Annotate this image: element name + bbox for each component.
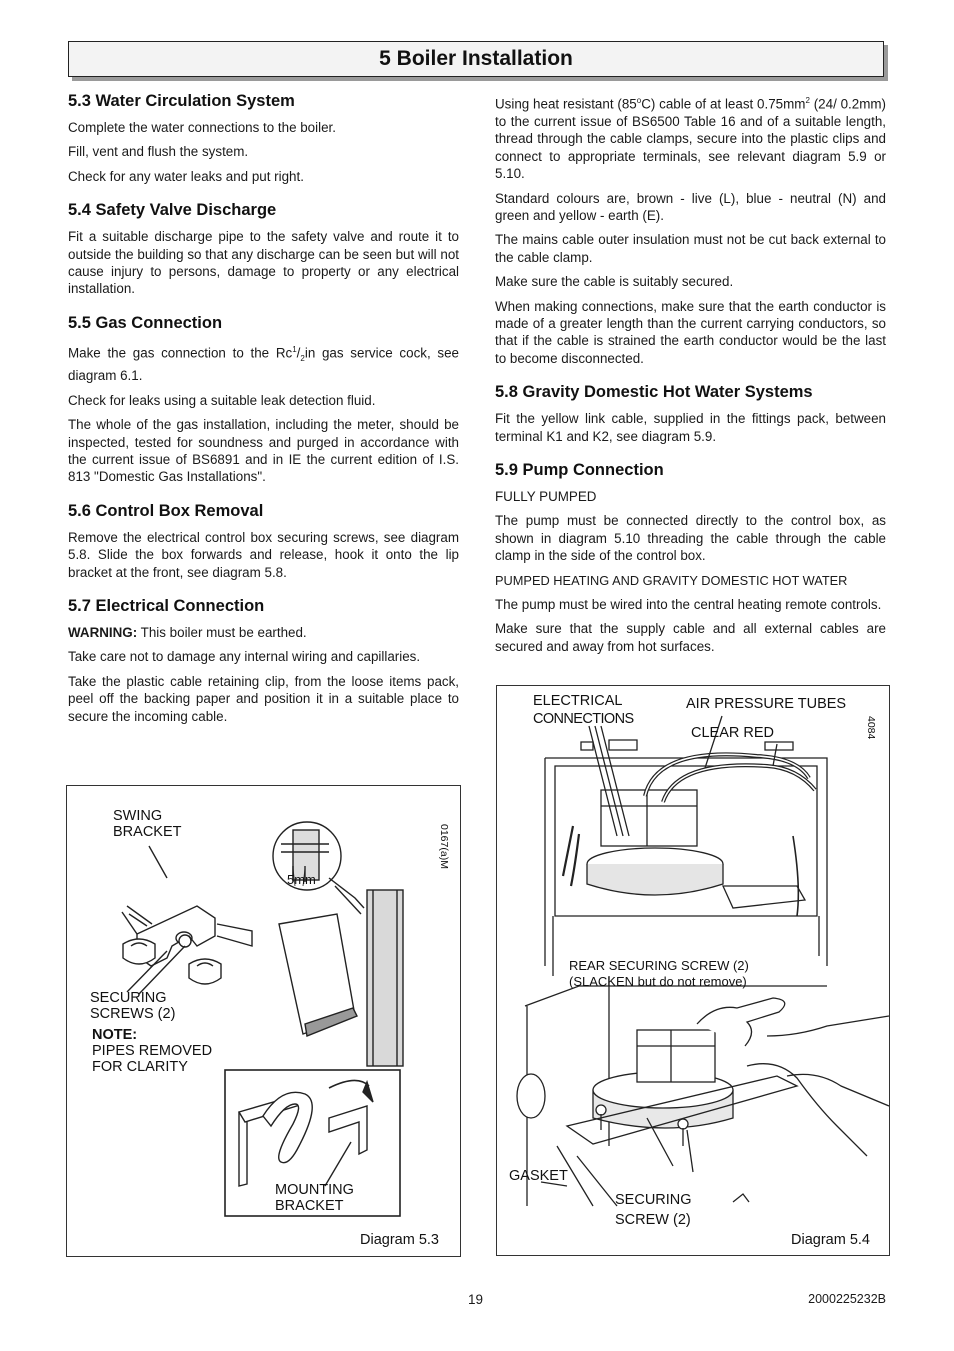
paragraph: Take care not to damage any internal wiring and capillaries.: [68, 649, 421, 665]
left-column: [68, 92, 459, 741]
paragraph: Fill, vent and flush the system.: [68, 144, 249, 160]
document-code: 2000225232B: [808, 1292, 886, 1306]
label-gasket: GASKET: [509, 1168, 568, 1184]
label-note: [92, 1027, 212, 1075]
paragraph: Standard colours are, brown - live (L), blue - neutral (N) and green and yellow - earth (E).: [495, 190, 886, 223]
label-line: PIPES REMOVED: [92, 1043, 213, 1059]
section-heading: 5.7 Electrical Connection: [68, 597, 265, 616]
label-line: SCREWS (2): [90, 1006, 176, 1022]
label-line: SECURING: [90, 990, 167, 1006]
right-column: [495, 92, 886, 671]
section-5-3: [68, 92, 459, 185]
paragraph: FULLY PUMPED: [495, 488, 597, 504]
degree-symbol: o: [636, 96, 642, 105]
page-title: 5 Boiler Installation: [379, 47, 573, 70]
page-number: 19: [468, 1292, 484, 1307]
section-heading: 5.3 Water Circulation System: [68, 92, 295, 110]
text-run: in gas service cock, see diagram 6.1.: [68, 345, 459, 384]
label-line: ELECTRICAL: [533, 693, 623, 709]
text-run: (24/ 0.2mm) to the current issue of BS6500 Table 16 and of a suitable length, thread through the cable clamps, secure into the plastic clips and connect to appropriate terminals, see relevant diagram 5.9 or 5.10.: [495, 96, 886, 182]
label-line: FOR CLARITY: [92, 1059, 188, 1075]
paragraph: Fit a suitable discharge pipe to the safety valve and route it to outside the building so that any discharge can be seen but will not cause injury to persons, damage to property or any electrical installation.: [68, 229, 459, 297]
label-line: BRACKET: [113, 824, 182, 840]
label-swing-bracket: [113, 808, 182, 840]
label-line: SWING: [113, 808, 163, 824]
label-mounting-bracket: [275, 1182, 354, 1214]
section-heading: 5.4 Safety Valve Discharge: [68, 201, 277, 220]
warning-text: This boiler must be earthed.: [137, 625, 307, 641]
paragraph: The pump must be connected directly to the control box, as shown in diagram 5.10 threading the cable through the cable clamp in the side of the control box.: [495, 513, 886, 564]
diagram-caption: Diagram 5.3: [360, 1232, 439, 1248]
paragraph: [495, 92, 886, 183]
label-dimension: 5mm: [287, 872, 316, 887]
label-air-pressure-tubes: AIR PRESSURE TUBES: [686, 696, 847, 712]
label-rear-securing-screw: [569, 958, 749, 990]
paragraph: Complete the water connections to the boiler.: [68, 120, 336, 135]
section-5-4: [68, 201, 459, 298]
text-run: C) cable of at least 0.75mm: [641, 96, 806, 112]
label-electrical-connections: [533, 692, 634, 728]
diagram-ref-number: 0167(a)M: [438, 824, 450, 869]
text-run: Using heat resistant (85: [495, 96, 637, 112]
warning-label: WARNING:: [68, 625, 138, 641]
subscript: 2: [300, 353, 305, 363]
paragraph: The pump must be wired into the central heating remote controls.: [495, 597, 882, 612]
label-line: SECURING: [615, 1192, 692, 1208]
label-clear-red: CLEAR RED: [691, 725, 774, 741]
label-securing-screw: [615, 1190, 692, 1230]
section-5-8: [495, 383, 886, 445]
superscript: 1: [292, 344, 297, 354]
paragraph: Fit the yellow link cable, supplied in the fittings pack, between terminal K1 and K2, see diagram 5.9.: [495, 411, 886, 444]
label-line: MOUNTING: [275, 1182, 354, 1198]
paragraph: The whole of the gas installation, including the meter, should be inspected, tested for soundness and purged in accordance with the current issue of BS6891 and in IE the current edition of I.S. 813 "Domestic Gas Installations".: [68, 417, 459, 485]
section-5-6: [68, 502, 459, 581]
label-securing-screws: [90, 990, 175, 1022]
diagram-ref-number: 4084: [865, 716, 877, 740]
diagram-5-3: [66, 785, 461, 1257]
paragraph: When making connections, make sure that the earth conductor is made of a greater length than the current carrying conductors, so that if the cable is strained the earth conductor would be the last to become disconnected.: [495, 298, 886, 366]
section-5-7: [68, 597, 459, 725]
page-title-box: [68, 41, 884, 77]
superscript: 2: [805, 96, 810, 105]
diagram-caption: Diagram 5.4: [791, 1232, 870, 1248]
label-line: (SLACKEN but do not remove): [569, 974, 747, 989]
paragraph: [68, 341, 459, 385]
paragraph: Check for any water leaks and put right.: [68, 168, 304, 184]
paragraph: PUMPED HEATING AND GRAVITY DOMESTIC HOT WATER: [495, 572, 848, 588]
section-5-9: [495, 461, 886, 655]
note-heading: NOTE:: [92, 1027, 138, 1043]
section-heading: 5.9 Pump Connection: [495, 460, 664, 479]
diagram-5-4: [496, 685, 890, 1256]
section-heading: 5.5 Gas Connection: [68, 313, 223, 332]
label-line: SCREW (2): [615, 1212, 691, 1228]
paragraph: The mains cable outer insulation must not be cut back external to the cable clamp.: [495, 232, 886, 265]
paragraph: Make sure that the supply cable and all external cables are secured and away from hot surfaces.: [495, 621, 886, 654]
text-run: Make the gas connection to the Rc: [68, 345, 293, 361]
section-5-7-continued: [495, 92, 886, 367]
paragraph: Remove the electrical control box securing screws, see diagram 5.8. Slide the box forwards and release, hook it onto the lip bracket at the front, see diagram 5.8.: [68, 529, 459, 580]
text-run: /: [296, 345, 301, 361]
paragraph: Make sure the cable is suitably secured.: [495, 274, 734, 290]
paragraph: Check for leaks using a suitable leak detection fluid.: [68, 392, 376, 408]
section-5-5: [68, 314, 459, 486]
label-line: CONNECTIONS: [533, 711, 634, 727]
section-heading: 5.6 Control Box Removal: [68, 501, 264, 520]
label-line: REAR SECURING SCREW (2): [569, 958, 749, 973]
label-line: BRACKET: [275, 1198, 344, 1214]
section-heading: 5.8 Gravity Domestic Hot Water Systems: [495, 383, 813, 402]
warning-paragraph: [68, 624, 459, 641]
paragraph: Take the plastic cable retaining clip, from the loose items pack, peel off the backing paper and position it in a suitable place to secure the incoming cable.: [68, 673, 459, 724]
